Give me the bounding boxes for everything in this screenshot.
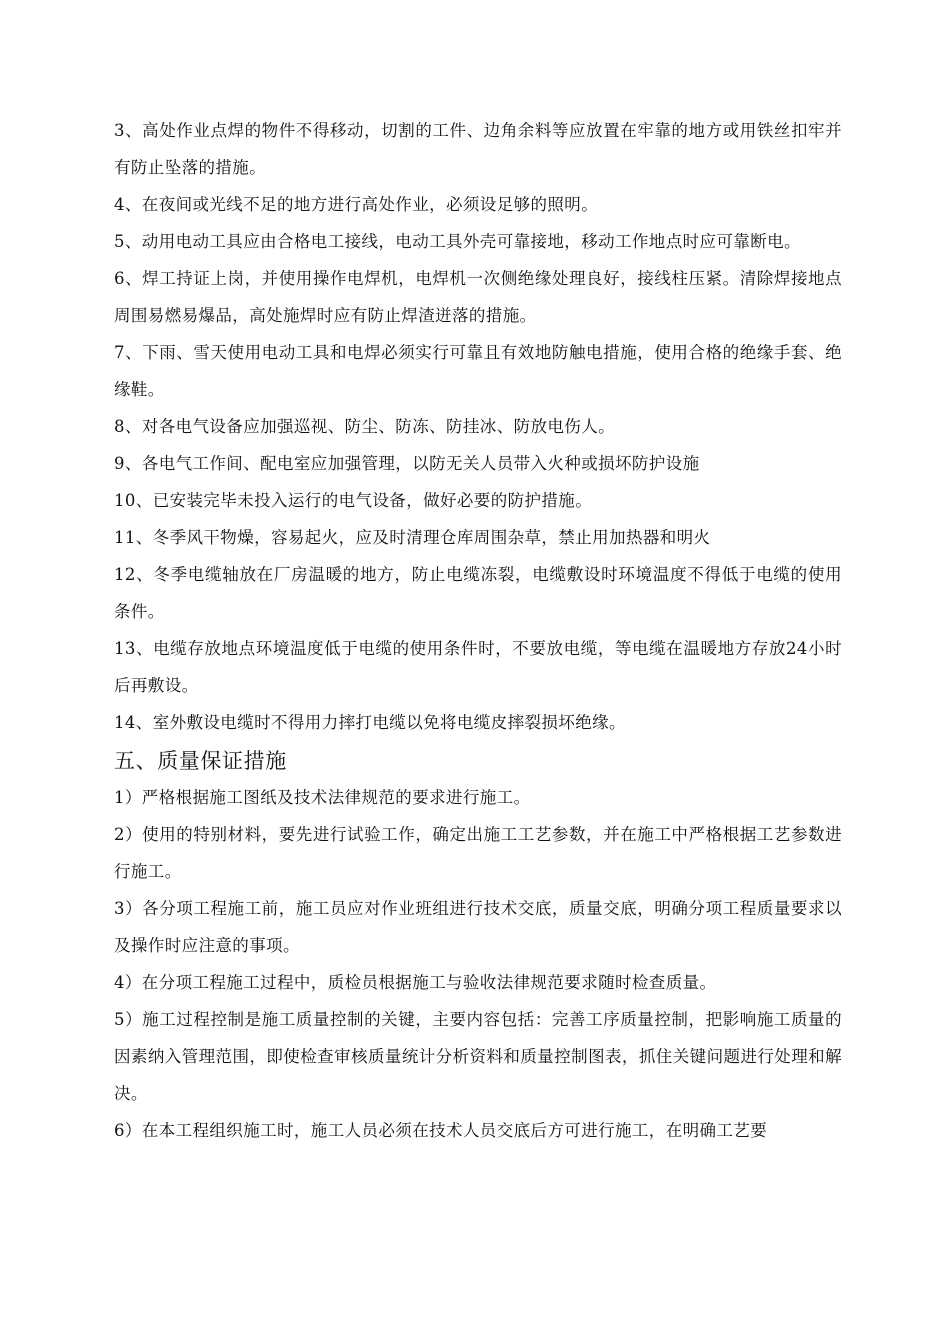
safety-item-8: 8、对各电气设备应加强巡视、防尘、防冻、防挂冰、防放电伤人。 xyxy=(114,417,615,436)
quality-item-6: 6）在本工程组织施工时，施工人员必须在技术人员交底后方可进行施工，在明确工艺要 xyxy=(114,1121,768,1140)
safety-item-12: 12、冬季电缆轴放在厂房温暖的地方，防止电缆冻裂，电缆敷设时环境温度不得低于电缆的使用条件。 xyxy=(114,565,842,621)
safety-item-11: 11、冬季风干物燥，容易起火，应及时清理仓库周围杂草，禁止用加热器和明火 xyxy=(114,528,711,547)
safety-item-7: 7、下雨、雪天使用电动工具和电焊必须实行可靠且有效地防触电措施，使用合格的绝缘手套、绝缘鞋。 xyxy=(114,343,842,399)
document-body xyxy=(114,112,842,1149)
safety-item-9: 9、各电气工作间、配电室应加强管理，以防无关人员带入火种或损坏防护设施 xyxy=(114,454,700,473)
safety-item-3: 3、高处作业点焊的物件不得移动，切割的工件、边角余料等应放置在牢靠的地方或用铁丝扣牢并有防止坠落的措施。 xyxy=(114,121,842,177)
safety-item-10: 10、已安装完毕未投入运行的电气设备，做好必要的防护措施。 xyxy=(114,491,593,510)
quality-item-4: 4）在分项工程施工过程中，质检员根据施工与验收法律规范要求随时检查质量。 xyxy=(114,973,717,992)
safety-item-4: 4、在夜间或光线不足的地方进行高处作业，必须设足够的照明。 xyxy=(114,195,599,214)
quality-item-2: 2）使用的特别材料，要先进行试验工作，确定出施工工艺参数，并在施工中严格根据工艺参数进行施工。 xyxy=(114,825,842,881)
quality-item-5: 5）施工过程控制是施工质量控制的关键，主要内容包括：完善工序质量控制，把影响施工质量的因素纳入管理范围，即使检查审核质量统计分析资料和质量控制图表，抓住关键问题进行处理和解决。 xyxy=(114,1010,842,1103)
quality-item-3: 3）各分项工程施工前，施工员应对作业班组进行技术交底，质量交底，明确分项工程质量要求以及操作时应注意的事项。 xyxy=(114,899,842,955)
safety-item-6: 6、焊工持证上岗，并使用操作电焊机，电焊机一次侧绝缘处理良好，接线柱压紧。清除焊接地点周围易燃易爆品，高处施焊时应有防止焊渣迸落的措施。 xyxy=(114,269,842,325)
safety-item-13: 13、电缆存放地点环境温度低于电缆的使用条件时，不要放电缆，等电缆在温暖地方存放24小时后再敷设。 xyxy=(114,639,842,695)
safety-item-14: 14、室外敷设电缆时不得用力摔打电缆以免将电缆皮摔裂损坏绝缘。 xyxy=(114,713,626,732)
safety-item-5: 5、动用电动工具应由合格电工接线，电动工具外壳可靠接地，移动工作地点时应可靠断电。 xyxy=(114,232,801,251)
section-heading-quality: 五、质量保证措施 xyxy=(114,749,287,773)
quality-item-1: 1）严格根据施工图纸及技术法律规范的要求进行施工。 xyxy=(114,788,531,807)
